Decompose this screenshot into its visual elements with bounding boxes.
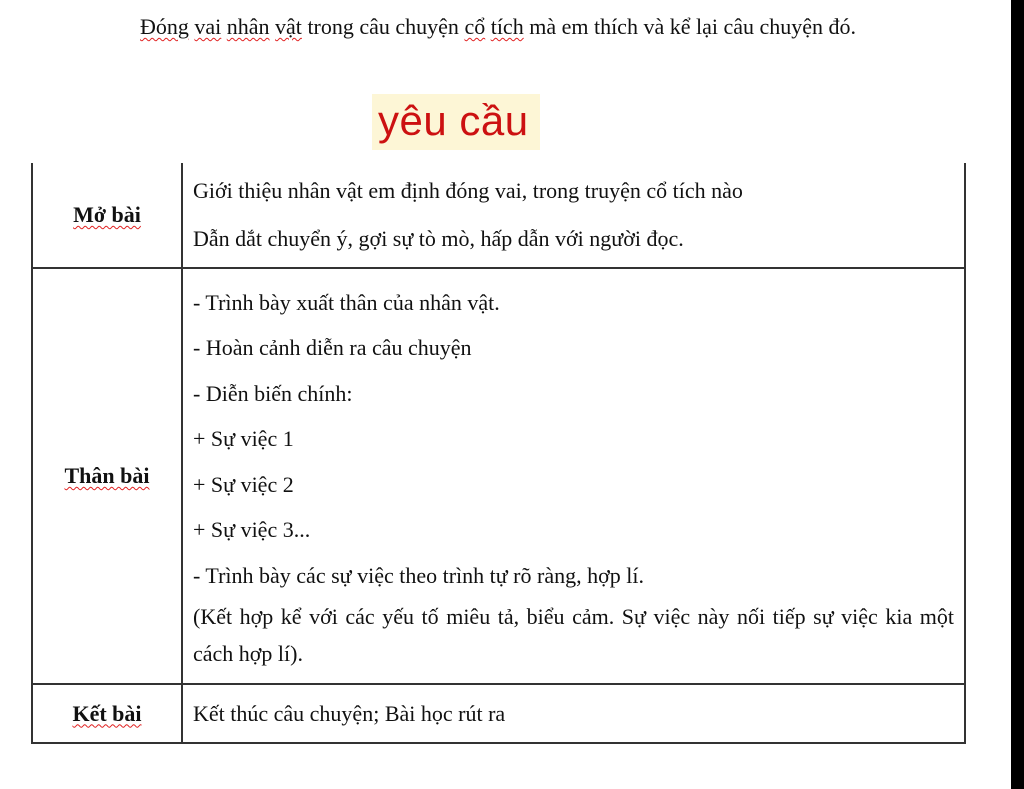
content-line: Dẫn dắt chuyển ý, gợi sự tò mò, hấp dẫn với người đọc. bbox=[193, 226, 684, 251]
content-line: - Trình bày các sự việc theo trình tự rõ ràng, hợp lí. bbox=[193, 562, 644, 588]
content-line: - Hoàn cảnh diễn ra câu chuyện bbox=[193, 335, 472, 361]
row-label bbox=[32, 684, 182, 743]
content-line: - Diễn biến chính: bbox=[193, 380, 353, 406]
row-label-text: Kết bài bbox=[72, 700, 142, 726]
row-label bbox=[32, 268, 182, 684]
row-label bbox=[32, 163, 182, 268]
content-line: + Sự việc 3... bbox=[193, 517, 311, 543]
content-line: Giới thiệu nhân vật em định đóng vai, trong truyện cổ tích nào bbox=[193, 178, 743, 203]
row-label-text: Thân bài bbox=[64, 463, 150, 488]
table-row bbox=[32, 684, 965, 743]
prompt-text: trong câu chuyện bbox=[301, 14, 465, 39]
prompt-word: Đóng bbox=[140, 14, 189, 39]
table-row bbox=[32, 268, 965, 684]
outline-table bbox=[31, 163, 966, 744]
row-content bbox=[182, 163, 965, 268]
essay-prompt bbox=[140, 14, 856, 40]
content-note: (Kết hợp kể với các yếu tố miêu tả, biểu cảm. Sự việc này nối tiếp sự việc kia một cách hợp lí). bbox=[193, 604, 954, 667]
prompt-word: vật bbox=[275, 14, 302, 39]
content-line: Kết thúc câu chuyện; Bài học rút ra bbox=[193, 700, 506, 726]
prompt-word: nhân bbox=[226, 14, 270, 39]
prompt-word: tích bbox=[490, 14, 524, 39]
row-content bbox=[182, 684, 965, 743]
section-heading: yêu cầu bbox=[378, 97, 529, 144]
prompt-text: mà em thích và kể lại câu chuyện đó. bbox=[523, 14, 857, 39]
row-label-text: Mở bài bbox=[73, 202, 141, 227]
row-content bbox=[182, 268, 965, 684]
table-row bbox=[32, 163, 965, 268]
content-line: + Sự việc 2 bbox=[193, 471, 294, 497]
prompt-word: vai bbox=[194, 14, 222, 39]
frame-edge bbox=[1011, 0, 1024, 789]
content-line: + Sự việc 1 bbox=[193, 426, 294, 452]
prompt-word: cổ bbox=[464, 14, 486, 39]
content-line: - Trình bày xuất thân của nhân vật. bbox=[193, 289, 500, 315]
